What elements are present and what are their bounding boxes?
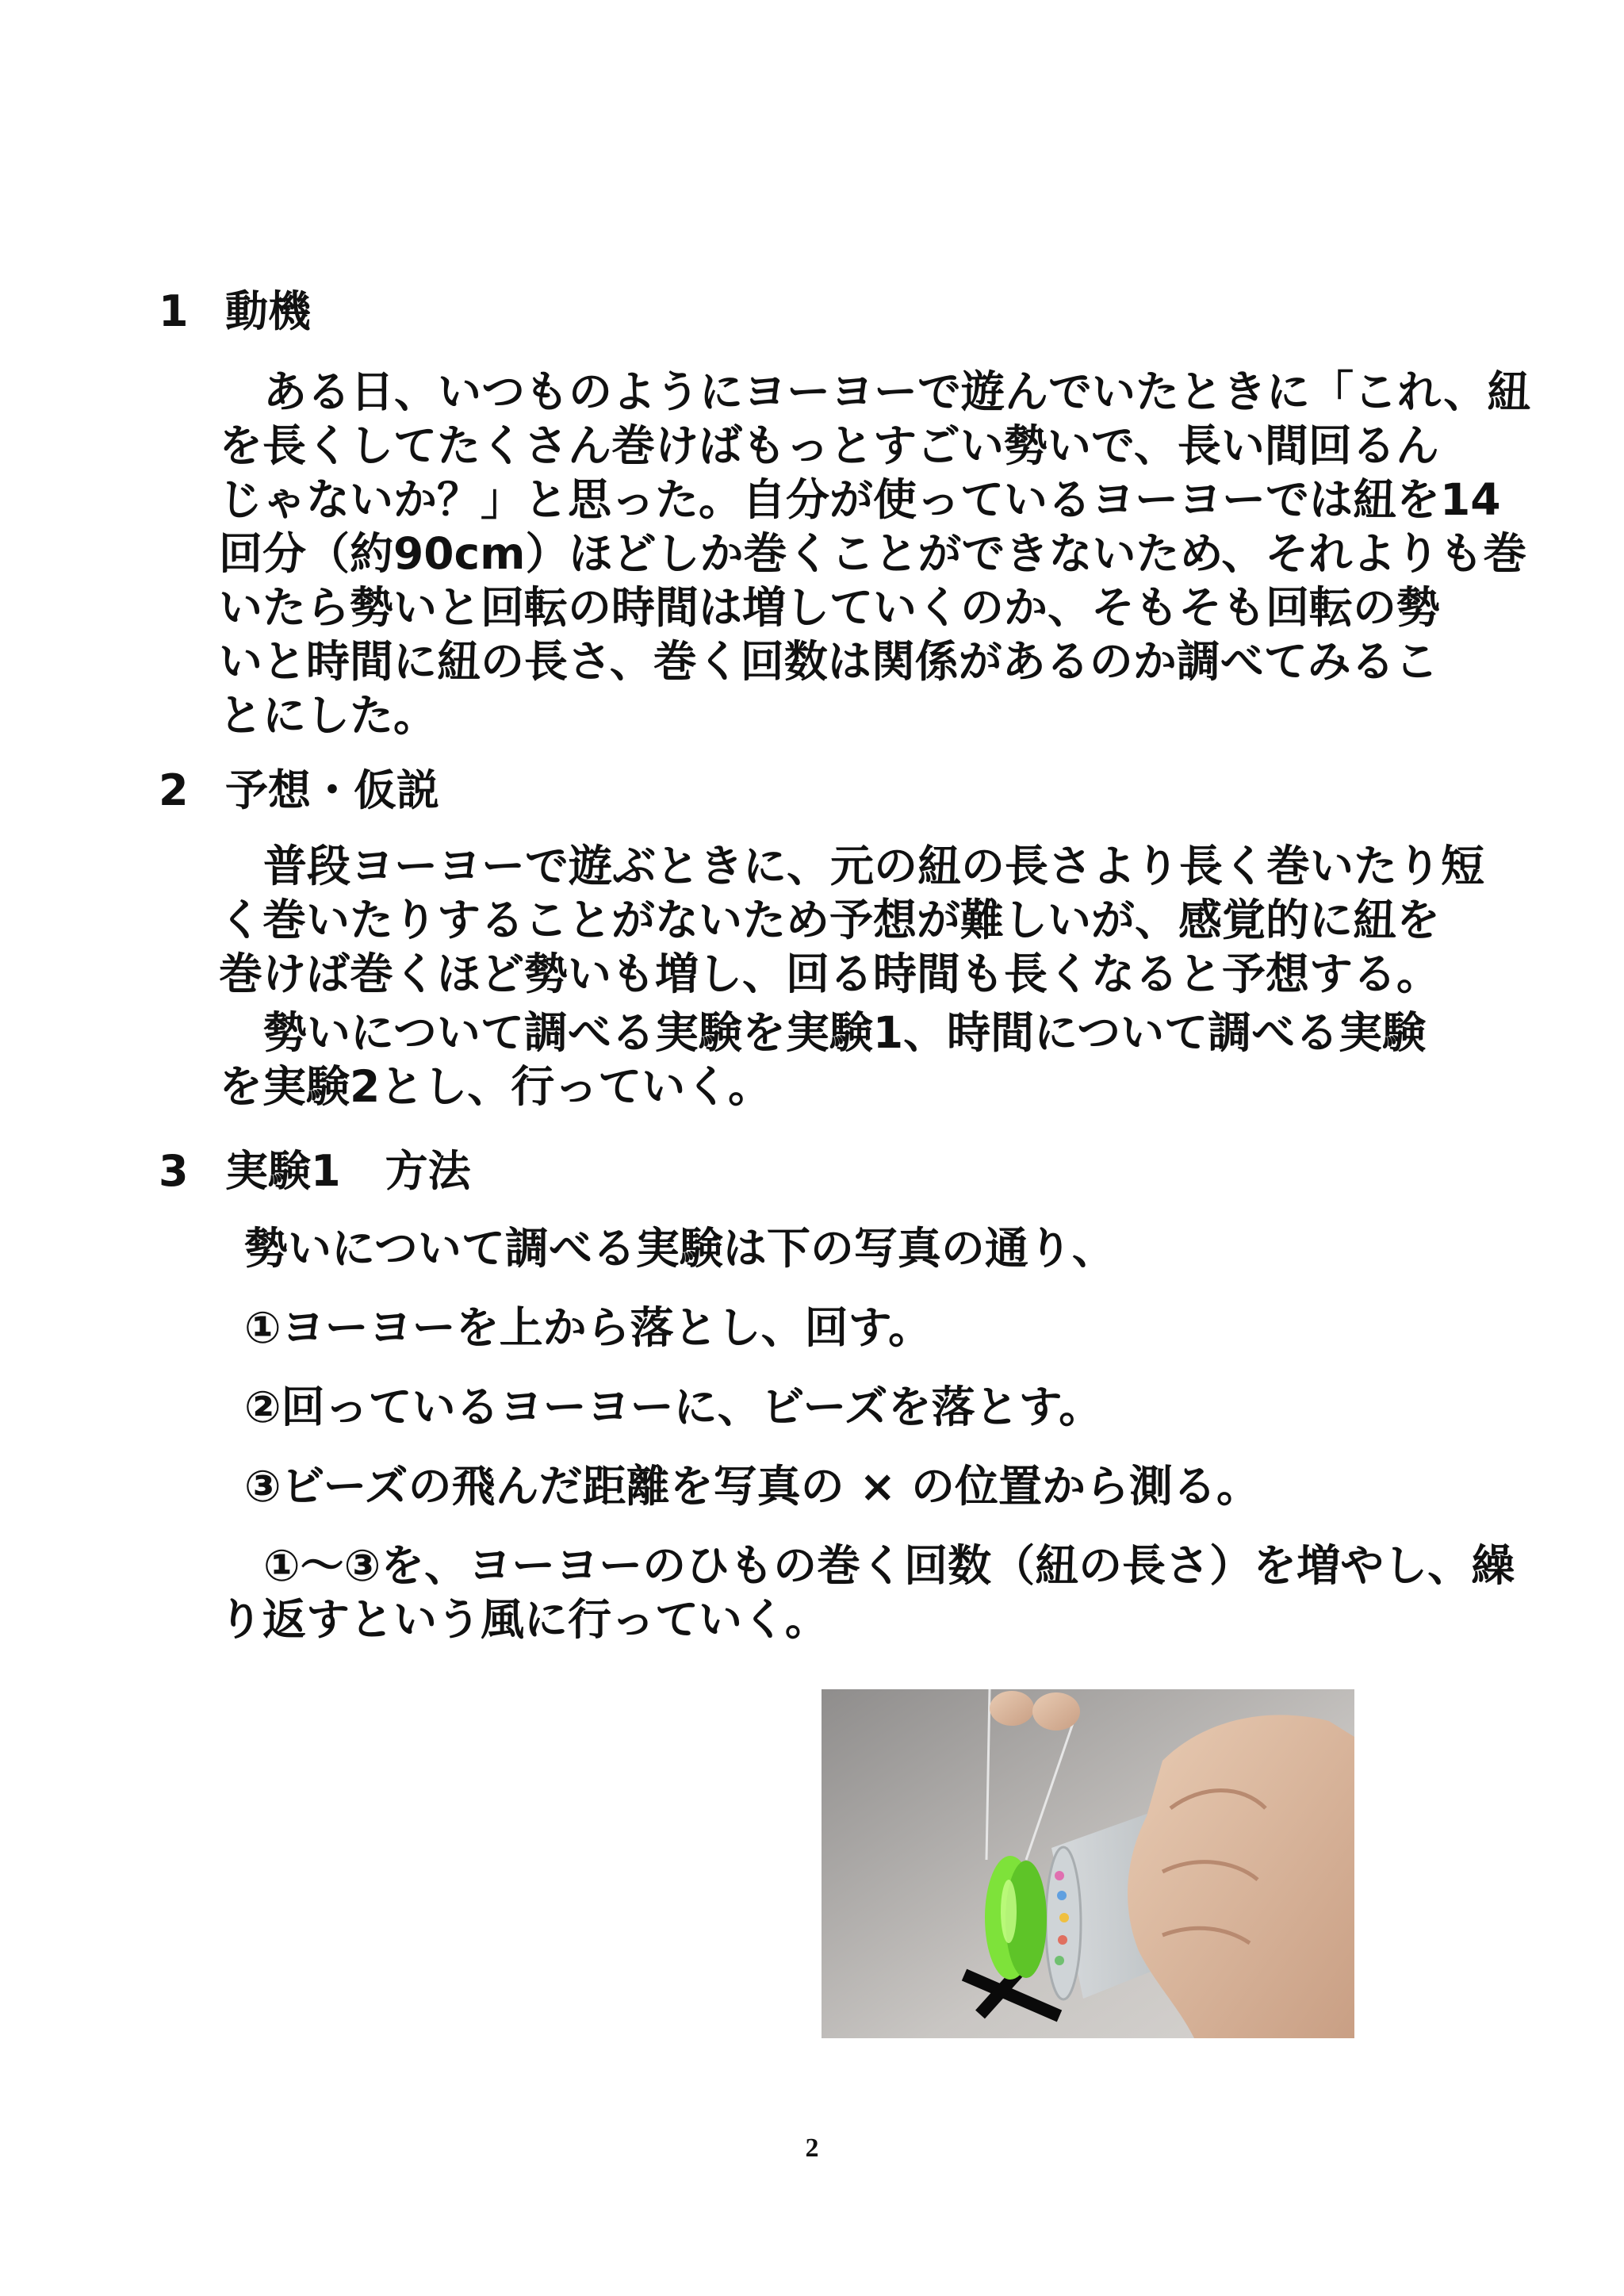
section-3-intro: 勢いについて調べる実験は下の写真の通り、 bbox=[244, 1223, 1116, 1274]
step-3: ③ビーズの飛んだ距離を写真の × の位置から測る。 bbox=[244, 1461, 1260, 1512]
paragraph-line: 普段ヨーヨーで遊ぶときに、元の紐の長さより長く巻いたり短 bbox=[263, 841, 1485, 891]
section-1-number: 1 bbox=[159, 286, 189, 336]
section-3-closing bbox=[219, 1539, 1515, 1646]
experiment-photo-illustration bbox=[822, 1689, 1354, 2038]
paragraph-line: いたら勢いと回転の時間は増していくのか、そもそも回転の勢 bbox=[219, 582, 1441, 633]
experiment-photo bbox=[822, 1689, 1354, 2038]
paragraph-line: とにした。 bbox=[219, 690, 438, 741]
section-2-paragraph-2 bbox=[219, 1006, 1440, 1114]
paragraph-line: り返すという風に行っていく。 bbox=[219, 1594, 829, 1645]
section-3-heading bbox=[159, 1144, 471, 1199]
section-3-number: 3 bbox=[159, 1146, 189, 1196]
section-3-title: 実験1 bbox=[225, 1146, 341, 1196]
page-number: 2 bbox=[805, 2133, 819, 2163]
section-1-heading bbox=[159, 284, 311, 339]
paragraph-line: を実験2とし、行っていく。 bbox=[219, 1061, 772, 1112]
paragraph-line: を長くしてたくさん巻けばもっとすごい勢いで、長い間回るん bbox=[219, 420, 1439, 471]
section-2-title: 予想・仮説 bbox=[225, 765, 439, 815]
section-1-title: 動機 bbox=[225, 286, 311, 336]
paragraph-line: いと時間に紐の長さ、巻く回数は関係があるのか調べてみるこ bbox=[219, 636, 1438, 687]
section-2-number: 2 bbox=[159, 765, 189, 815]
paragraph-line: じゃないか？」と思った。自分が使っているヨーヨーでは紐を14 bbox=[219, 474, 1501, 525]
step-2: ②回っているヨーヨーに、ビーズを落とす。 bbox=[244, 1382, 1103, 1432]
paragraph-line: 勢いについて調べる実験を実験1、時間について調べる実験 bbox=[263, 1007, 1427, 1058]
paragraph-line: ある日、いつものようにヨーヨーで遊んでいたときに「これ、紐 bbox=[263, 366, 1531, 417]
step-1: ①ヨーヨーを上から落とし、回す。 bbox=[244, 1302, 933, 1353]
paragraph-line: 巻けば巻くほど勢いも増し、回る時間も長くなると予想する。 bbox=[219, 949, 1441, 999]
section-3-subtitle: 方法 bbox=[385, 1146, 471, 1196]
section-2-heading bbox=[159, 763, 439, 818]
paragraph-line: 回分（約90cm）ほどしか巻くことができないため、それよりも巻 bbox=[219, 528, 1527, 579]
paragraph-line: く巻いたりすることがないため予想が難しいが、感覚的に紐を bbox=[219, 895, 1441, 945]
paragraph-line: ①～③を、ヨーヨーのひもの巻く回数（紐の長さ）を増やし、繰 bbox=[263, 1540, 1515, 1591]
section-1-paragraph bbox=[219, 365, 1531, 742]
section-2-paragraph-1 bbox=[219, 839, 1485, 1001]
